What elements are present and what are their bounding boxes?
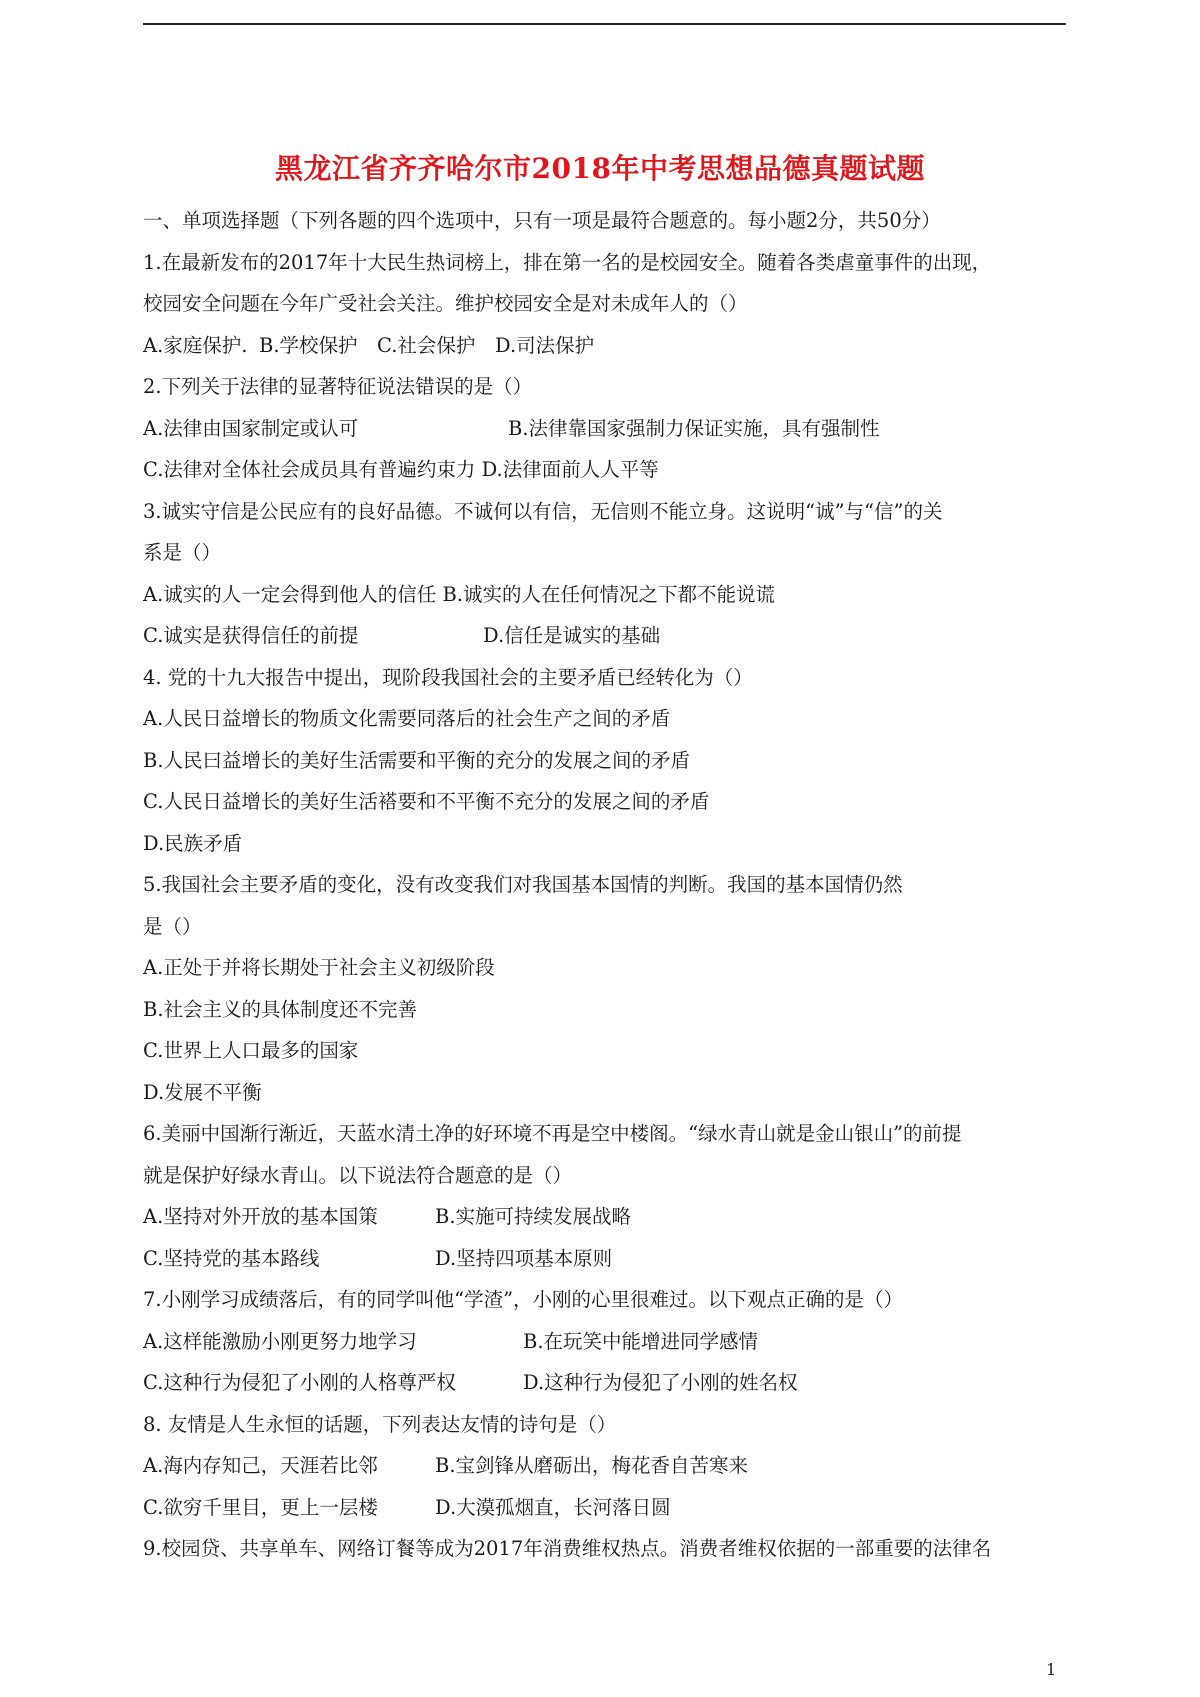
option-b: B.社会主义的具体制度还不完善 — [143, 997, 418, 1021]
question-2-stem: 2.下列关于法律的显著特征说法错误的是（） — [143, 375, 533, 398]
option-a: A.法律由国家制定或认可 — [143, 416, 359, 440]
question-2-options-ab — [143, 408, 1073, 450]
question-1-stem-line-2: 校园安全问题在今年广受社会关注。维护校园安全是对未成年人的（） — [143, 292, 748, 315]
question-6-stem-line-2: 就是保护好绿水青山。以下说法符合题意的是（） — [143, 1163, 573, 1187]
question-2-options-cd: C.法律对全体社会成员具有普遍约束力 D.法律面前人人平等 — [143, 458, 659, 481]
option-c: C.世界上人口最多的国家 — [143, 1039, 359, 1062]
question-9-stem-line-1: 9.校园贷、共享单车、网络订餐等成为2017年消费维权热点。消费者维权依据的一部重要的法律名 — [143, 1537, 992, 1560]
question-3-stem-line-1: 3.诚实守信是公民应有的良好品德。不诚何以有信，无信则不能立身。这说明“诚”与“信”的关 — [143, 499, 943, 523]
option-c: C.人民日益增长的美好生活褡要和不平衡不充分的发展之间的矛盾 — [143, 790, 710, 813]
question-5-stem-line-1: 5.我国社会主要矛盾的变化，没有改变我们对我国基本国情的判断。我国的基本国情仍然 — [143, 873, 903, 896]
question-8-options-ab — [143, 1445, 1073, 1487]
option-c: C.欲穷千里目，更上一层楼 — [143, 1495, 378, 1519]
option-d: D.司法保护 — [495, 333, 595, 357]
option-c: C.坚持党的基本路线 — [143, 1246, 320, 1270]
option-c: C.诚实是获得信任的前提 — [143, 624, 359, 647]
option-d: D.民族矛盾 — [143, 831, 243, 855]
question-7-options-ab — [143, 1321, 1073, 1363]
option-a: A.人民日益增长的物质文化需要同落后的社会生产之间的矛盾 — [143, 707, 671, 730]
option-b: B.学校保护 — [259, 333, 358, 357]
question-8-options-cd — [143, 1487, 1073, 1529]
option-b: B.人民曰益增长的美好生活需要和平衡的充分的发展之间的矛盾 — [143, 748, 691, 772]
question-6-options-cd — [143, 1238, 1073, 1280]
exam-body — [143, 200, 1073, 1570]
question-8-stem: 8. 友情是人生永恒的话题，下列表达友情的诗句是（） — [143, 1412, 617, 1436]
question-6-options-ab — [143, 1196, 1073, 1238]
page-title: 黑龙江省齐齐哈尔市2018年中考思想品德真题试题 — [275, 152, 925, 185]
option-a: A.坚持对外开放的基本国策 — [143, 1205, 378, 1228]
option-a: A.海内存知己，天涯若比邻 — [143, 1454, 378, 1477]
option-c: C.社会保护 — [377, 333, 476, 357]
header-rule — [143, 23, 1066, 25]
question-7-stem: 7.小刚学习成绩落后，有的同学叫他“学渣”，小刚的心里很难过。以下观点正确的是（） — [143, 1288, 904, 1311]
page-number: 1 — [1046, 1660, 1057, 1679]
question-3-options-cd — [143, 615, 1073, 657]
option-d: D.坚持四项基本原则 — [435, 1246, 613, 1270]
question-6-stem-line-1: 6.美丽中国渐行渐近，天蓝水清土净的好环境不再是空中楼阁。“绿水青山就是金山银山”的前提 — [143, 1122, 962, 1145]
option-d: D.发展不平衡 — [143, 1080, 262, 1104]
option-b: B.在玩笑中能增进同学感情 — [523, 1329, 759, 1353]
option-c: C.这种行为侵犯了小刚的人格尊严权 — [143, 1371, 456, 1394]
option-d: D.这种行为侵犯了小刚的姓名权 — [523, 1371, 798, 1394]
option-d: D.信任是诚实的基础 — [483, 624, 661, 647]
question-4-stem: 4. 党的十九大报告中提出，现阶段我国社会的主要矛盾已经转化为（） — [143, 665, 753, 689]
question-3-stem-line-2: 系是（） — [143, 541, 222, 564]
section-heading: 一、单项选择题（下列各题的四个选项中，只有一项是最符合题意的。每小题2分，共50分） — [143, 209, 941, 232]
option-b: B.法律靠国家强制力保证实施，具有强制性 — [508, 416, 880, 440]
question-7-options-cd — [143, 1362, 1073, 1404]
question-3-options-ab: A.诚实的人一定会得到他人的信任 B.诚实的人在任何情况之下都不能说谎 — [143, 582, 776, 606]
option-b: B.实施可持续发展战略 — [435, 1205, 632, 1228]
question-1-stem-line-1: 1.在最新发布的2017年十大民生热词榜上，排在第一名的是校园安全。随着各类虐童事件的出现， — [143, 250, 992, 274]
question-5-stem-line-2: 是（） — [143, 914, 202, 938]
option-d: D.大漠孤烟直，长河落日圆 — [435, 1495, 671, 1519]
question-1-options — [143, 325, 1073, 367]
option-a: A.正处于并将长期处于社会主义初级阶段 — [143, 956, 495, 979]
option-a: A.家庭保护. — [143, 333, 248, 357]
option-b: B.宝剑锋从磨砺出，梅花香自苦寒来 — [435, 1454, 749, 1477]
option-a: A.这样能激励小刚更努力地学习 — [143, 1329, 417, 1353]
